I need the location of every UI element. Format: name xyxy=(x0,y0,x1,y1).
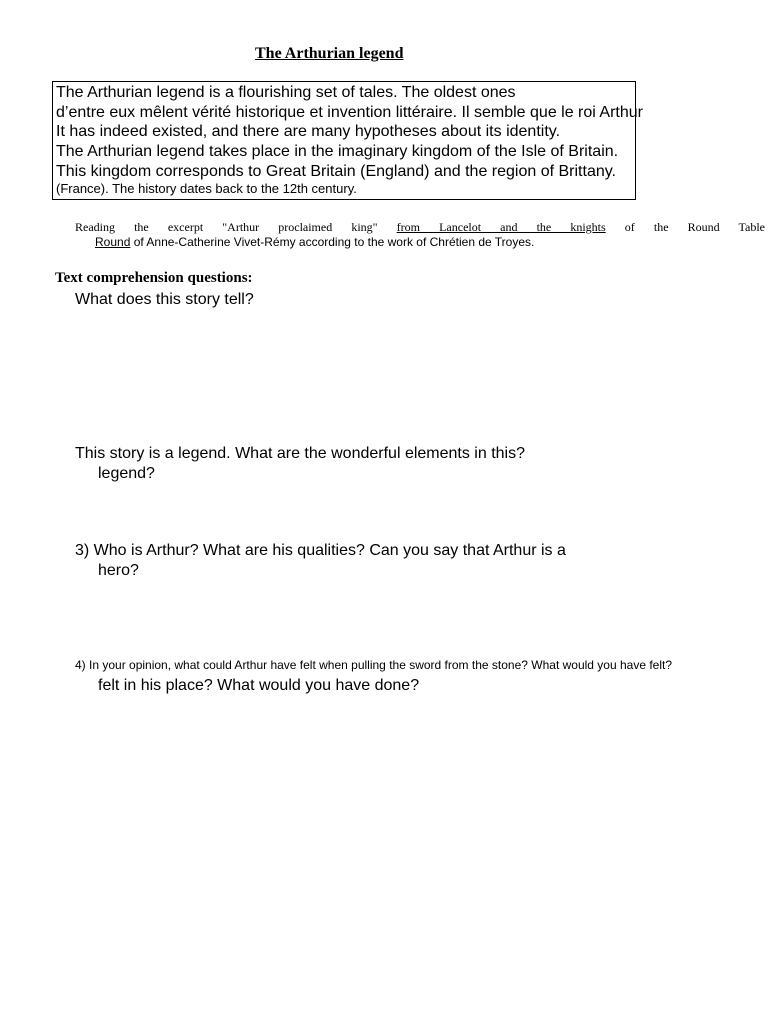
reading-line-1 xyxy=(75,220,765,235)
question-1-text: What does this story tell? xyxy=(75,291,254,308)
reading-prefix: Reading the excerpt "Arthur proclaimed king" xyxy=(75,220,397,234)
reading-reference xyxy=(75,220,765,250)
question-2-line-1: This story is a legend. What are the wonderful elements in this? xyxy=(75,445,525,462)
intro-line-5: This kingdom corresponds to Great Britain (England) and the region of Brittany. xyxy=(56,163,616,180)
question-3-line-1: 3) Who is Arthur? What are his qualities? Can you say that Arthur is a xyxy=(75,542,566,559)
intro-line-4: The Arthurian legend takes place in the imaginary kingdom of the Isle of Britain. xyxy=(56,143,619,160)
intro-box xyxy=(52,81,643,200)
intro-line-1: The Arthurian legend is a flourishing set of tales. The oldest ones xyxy=(56,84,516,101)
question-2-line-2: legend? xyxy=(98,465,155,482)
reading-suffix: of Anne-Catherine Vivet-Rémy according to the work of Chrétien de Troyes. xyxy=(130,235,535,249)
question-2 xyxy=(75,444,525,484)
question-4-line-1: 4) In your opinion, what could Arthur have felt when pulling the sword from the stone? What would you have felt? xyxy=(75,658,673,672)
reading-line-2 xyxy=(75,235,765,250)
section-heading: Text comprehension questions: xyxy=(55,270,253,286)
question-3-line-2: hero? xyxy=(98,562,139,579)
question-3 xyxy=(75,541,566,581)
question-1 xyxy=(75,290,254,310)
book-title-part-2: Round xyxy=(95,235,131,249)
question-4 xyxy=(75,657,672,696)
intro-line-3: It has indeed existed, and there are many hypotheses about its identity. xyxy=(56,123,561,140)
book-title-part-1: from Lancelot and the knights xyxy=(396,220,606,234)
intro-line-6: (France). The history dates back to the 12th century. xyxy=(56,181,357,196)
intro-line-2: d’entre eux mêlent vérité historique et invention littéraire. Il semble que le roi Arthur xyxy=(56,104,643,121)
question-4-line-2: felt in his place? What would you have done? xyxy=(98,677,420,694)
document-title: The Arthurian legend xyxy=(255,45,404,62)
reading-middle: of the Round Table xyxy=(605,220,766,234)
